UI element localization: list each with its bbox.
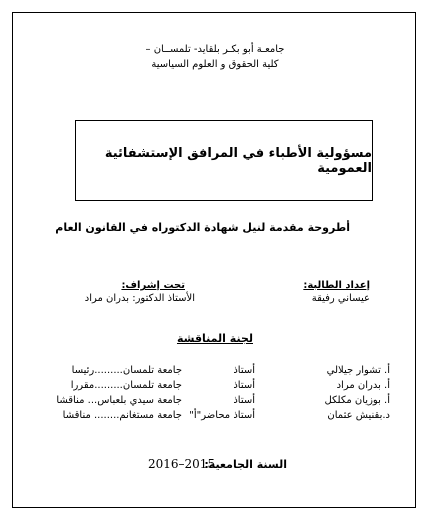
thesis-title-box	[75, 120, 373, 201]
jury-member-institution: جامعة سيدي بلعباس... مناقشا	[56, 395, 182, 406]
jury-member-name: د.بقنيش عثمان	[327, 410, 390, 421]
university-name: جامعـة أبو بكـر بلقايد- تلمســان –	[145, 44, 285, 55]
academic-year-value: 2016–2015	[148, 457, 216, 471]
thesis-title: مسؤولية الأطباء في المرافق الإستشفائية العمومية	[104, 145, 372, 176]
academic-year-label: السنة الجامعية:	[204, 458, 287, 471]
jury-member-institution: جامعة تلمسان.........مقررا	[70, 380, 182, 391]
jury-member-name: أ. تشوار جيلالي	[326, 365, 390, 376]
thesis-subtitle: أطروحة مقدمة لنيل شهادة الدكتوراه في القانون العام	[55, 221, 350, 234]
jury-member-name: أ. بدران مراد	[336, 380, 390, 391]
jury-member-rank: أستاذ	[233, 395, 255, 406]
jury-member-rank: أستاذ محاضر"أ"	[189, 410, 255, 421]
jury-member-institution: جامعة تلمسان.........رئيسا	[71, 365, 182, 376]
page-border	[12, 12, 416, 508]
jury-member-rank: أستاذ	[233, 380, 255, 391]
jury-title: لجنة المناقشة	[176, 332, 253, 345]
prepared-label: إعداد الطالبة:	[303, 280, 370, 291]
jury-member-name: أ. بوزيان مكلكل	[324, 395, 390, 406]
student-name: عيساني رفيقة	[311, 293, 370, 304]
faculty-name: كلية الحقوق و العلوم السياسية	[151, 59, 279, 70]
jury-member-rank: أستاذ	[233, 365, 255, 376]
jury-member-institution: جامعة مستغانم........ مناقشا	[62, 410, 182, 421]
supervisor-label: تحت إشراف:	[121, 280, 185, 291]
supervisor-name: الأستاذ الدكتور: بدران مراد	[84, 293, 195, 304]
